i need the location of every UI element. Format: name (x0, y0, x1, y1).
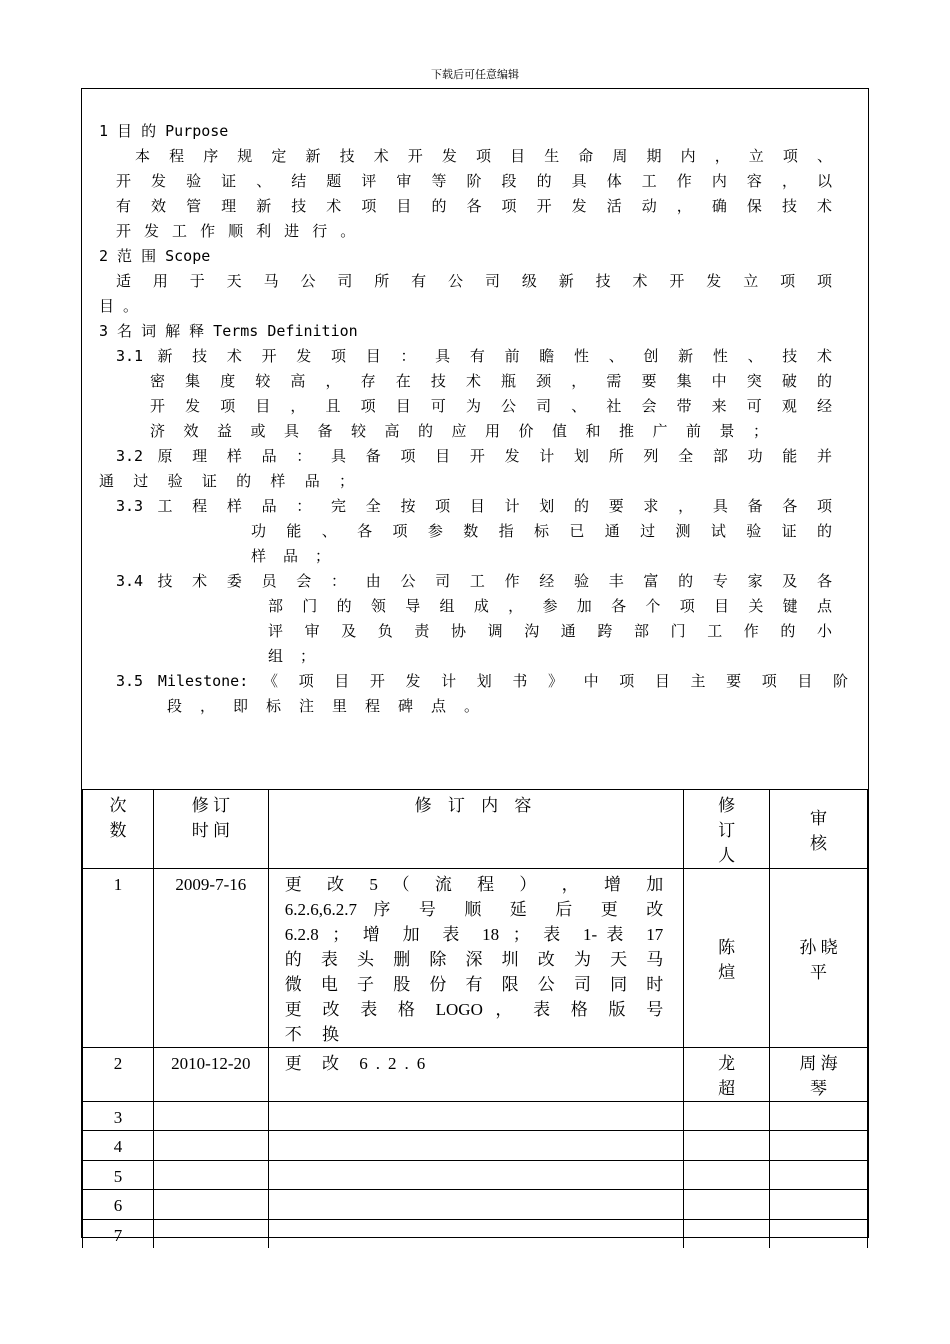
row-content (268, 1048, 683, 1102)
definition-3-1-line: 密 集 度 较 高 ， 存 在 技 术 瓶 颈 ， 需 要 集 中 突 破 的 (150, 372, 832, 390)
row-content-line: 微 电 子 股 份 有 限 公 司 同 时 (284, 975, 664, 994)
row-reviser (684, 1102, 770, 1131)
section-1-title: 1 目 的 Purpose (99, 122, 229, 140)
row-no: 6 (83, 1190, 154, 1220)
row-content-line: 更 改 表 格 LOGO ， 表 格 版 号 (284, 1000, 664, 1019)
section-1-line: 开 发 验 证 、 结 题 评 审 等 阶 段 的 具 体 工 作 内 容 ， 以 (116, 172, 832, 190)
section-1-line: 开 发 工 作 顺 利 进 行 。 (116, 222, 358, 240)
row-approver: 周 海 琴 (770, 1048, 868, 1102)
table-row (83, 1102, 868, 1131)
table-row (83, 1131, 868, 1161)
row-date (153, 1161, 268, 1190)
row-approver (770, 1131, 868, 1161)
row-content-line: 更 改 6.2.6 (284, 1054, 434, 1073)
table-row (83, 1190, 868, 1220)
row-reviser: 龙 超 (684, 1048, 770, 1102)
table-row (83, 869, 868, 1048)
row-date (153, 1220, 268, 1249)
definition-3-3-line: 功 能 、 各 项 参 数 指 标 已 通 过 测 试 验 证 的 (251, 522, 832, 540)
row-approver: 孙 晓 平 (770, 869, 868, 1048)
header-approver-line: 审 (810, 809, 828, 828)
definition-3-4-line: 3.4 技 术 委 员 会 ： 由 公 司 工 作 经 验 丰 富 的 专 家 及 各 (116, 572, 832, 590)
row-date (153, 1131, 268, 1161)
header-approver (770, 790, 868, 869)
definition-3-2-line: 通 过 验 证 的 样 品 ； (99, 472, 354, 490)
definition-3-5-line: 3.5 Milestone: 《 项 目 开 发 计 划 书 》 中 项 目 主 要 项 目 阶 (116, 672, 848, 690)
row-date (153, 1102, 268, 1131)
row-content-line: 6.2.6,6.2.7 序 号 顺 延 后 更 改 (284, 900, 664, 919)
definition-3-4-line: 部 门 的 领 导 组 成 ， 参 加 各 个 项 目 关 键 点 (268, 597, 832, 615)
header-content-label: 修 订 内 容 (414, 796, 538, 815)
revision-table-header-row (83, 790, 868, 869)
table-row (83, 1048, 868, 1102)
header-date-line: 时 间 (191, 821, 230, 840)
row-reviser (684, 1220, 770, 1249)
row-no: 5 (83, 1161, 154, 1190)
table-row (83, 1161, 868, 1190)
row-date (153, 1190, 268, 1220)
section-2-title: 2 范 围 Scope (99, 247, 211, 265)
header-reviser-line: 修 (718, 796, 736, 815)
row-no: 4 (83, 1131, 154, 1161)
row-reviser (684, 1190, 770, 1220)
header-reviser (684, 790, 770, 869)
row-content (268, 1190, 683, 1220)
row-approver (770, 1220, 868, 1249)
row-reviser (684, 1131, 770, 1161)
definition-3-3-line: 3.3 工 程 样 品 ： 完 全 按 项 目 计 划 的 要 求 ， 具 备 各 项 (116, 497, 832, 515)
definition-3-4-line: 组 ； (268, 647, 320, 665)
header-no-line: 次 (109, 796, 127, 815)
section-3-title: 3 名 词 解 释 Terms Definition (99, 322, 358, 340)
section-1-line: 有 效 管 理 新 技 术 项 目 的 各 项 开 发 活 动 ， 确 保 技 术 (116, 197, 832, 215)
row-content-line: 的 表 头 删 除 深 圳 改 为 天 马 (284, 950, 664, 969)
row-content (268, 1161, 683, 1190)
row-approver (770, 1190, 868, 1220)
definition-3-1-line: 济 效 益 或 具 备 较 高 的 应 用 价 值 和 推 广 前 景 ； (150, 422, 768, 440)
row-content-line: 不 换 (284, 1025, 348, 1044)
row-no: 3 (83, 1102, 154, 1131)
definition-3-3-line: 样 品 ； (251, 547, 335, 565)
row-approver (770, 1102, 868, 1131)
procedure-body (82, 89, 868, 789)
definition-3-5-line: 段 ， 即 标 注 里 程 碑 点 。 (167, 697, 479, 715)
revision-table (82, 789, 868, 1248)
header-reviser-line: 人 (718, 846, 736, 865)
header-no-line: 数 (109, 821, 127, 840)
row-reviser (684, 1161, 770, 1190)
row-approver (770, 1161, 868, 1190)
row-date: 2010-12-20 (153, 1048, 268, 1102)
definition-3-1-line: 3.1 新 技 术 开 发 项 目 ： 具 有 前 瞻 性 、 创 新 性 、 技 术 (116, 347, 832, 365)
definition-3-1-line: 开 发 项 目 ， 且 项 目 可 为 公 司 、 社 会 带 来 可 观 经 (150, 397, 832, 415)
row-no: 2 (83, 1048, 154, 1102)
row-content (268, 869, 683, 1048)
header-content (268, 790, 683, 869)
row-content (268, 1131, 683, 1161)
section-2-line: 适 用 于 天 马 公 司 所 有 公 司 级 新 技 术 开 发 立 项 项 (116, 272, 832, 290)
page-header-note: 下载后可任意编辑 (431, 68, 519, 81)
definition-3-4-line: 评 审 及 负 责 协 调 沟 通 跨 部 门 工 作 的 小 (268, 622, 832, 640)
row-date: 2009-7-16 (153, 869, 268, 1048)
section-1-line: 本 程 序 规 定 新 技 术 开 发 项 目 生 命 周 期 内 ， 立 项 、 (135, 147, 832, 165)
header-approver-line: 核 (810, 834, 828, 853)
document-frame (81, 88, 869, 1245)
row-no: 1 (83, 869, 154, 1048)
row-content (268, 1220, 683, 1249)
header-no (83, 790, 154, 869)
table-row (83, 1220, 868, 1249)
row-content-line: 更 改 5 （ 流 程 ） ， 增 加 (284, 875, 664, 894)
row-reviser: 陈 煊 (684, 869, 770, 1048)
row-no: 7 (83, 1220, 154, 1249)
section-2-line: 目 。 (99, 297, 139, 315)
header-reviser-line: 订 (718, 821, 736, 840)
row-content (268, 1102, 683, 1131)
header-date-line: 修 订 (191, 796, 230, 815)
row-content-line: 6.2.8 ； 增 加 表 18 ； 表 1-表 17 (284, 925, 664, 944)
header-date (153, 790, 268, 869)
definition-3-2-line: 3.2 原 理 样 品 ： 具 备 项 目 开 发 计 划 所 列 全 部 功 能 并 (116, 447, 832, 465)
